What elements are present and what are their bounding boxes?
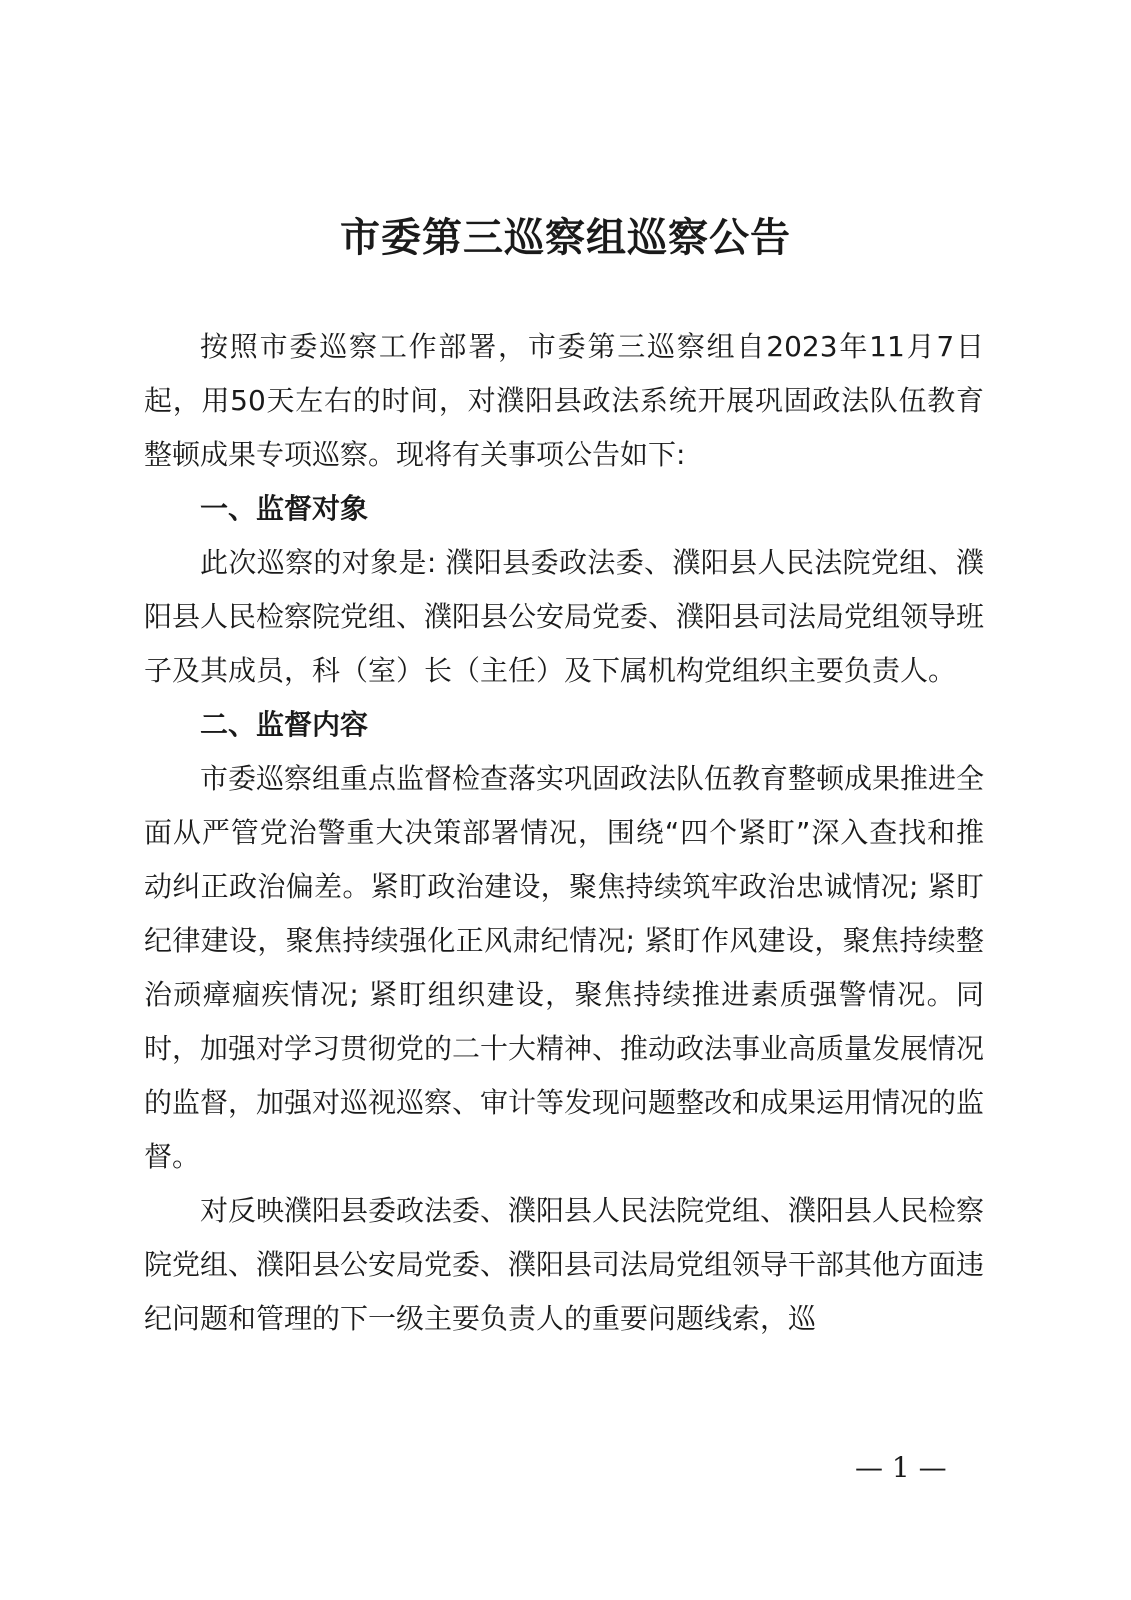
page-number: — 1 — <box>855 1451 947 1484</box>
document-title: 市委第三巡察组巡察公告 <box>340 214 791 261</box>
section-heading-supervision-targets: 一、监督对象 <box>200 492 369 525</box>
intro-paragraph: 按照市委巡察工作部署，市委第三巡察组自2023年11月7日起，用50天左右的时间，对濮阳县政法系统开展巩固政法队伍教育整顿成果专项巡察。现将有关事项公告如下: <box>144 330 984 471</box>
section-paragraph-supervision-targets: 此次巡察的对象是: 濮阳县委政法委、濮阳县人民法院党组、濮阳县人民检察院党组、濮阳县公安局党委、濮阳县司法局党组领导班子及其成员，科（室）长（主任）及下属机构党组织主要负责人。 <box>144 546 985 687</box>
section-paragraph-supervision-content: 市委巡察组重点监督检查落实巩固政法队伍教育整顿成果推进全面从严管党治警重大决策部署情况，围绕“四个紧盯”深入查找和推动纠正政治偏差。紧盯政治建设，聚焦持续筑牢政治忠诚情况; 紧盯纪律建设，聚焦持续强化正风肃纪情况; 紧盯作风建设，聚焦持续整治顽瘴痼疾情况; 紧盯组织建设，聚焦持续推进素质强警情况。同时，加强对学习贯彻党的二十大精神、推动政法事业高质量发展情况的监督，加强对巡视巡察、审计等发现问题整改和成果运用情况的监督。 <box>144 762 985 1173</box>
document-body <box>144 320 984 1346</box>
section-heading-supervision-content: 二、监督内容 <box>200 708 369 741</box>
section-paragraph-problem-clues: 对反映濮阳县委政法委、濮阳县人民法院党组、濮阳县人民检察院党组、濮阳县公安局党委、濮阳县司法局党组领导干部其他方面违纪问题和管理的下一级主要负责人的重要问题线索，巡 <box>144 1194 985 1335</box>
